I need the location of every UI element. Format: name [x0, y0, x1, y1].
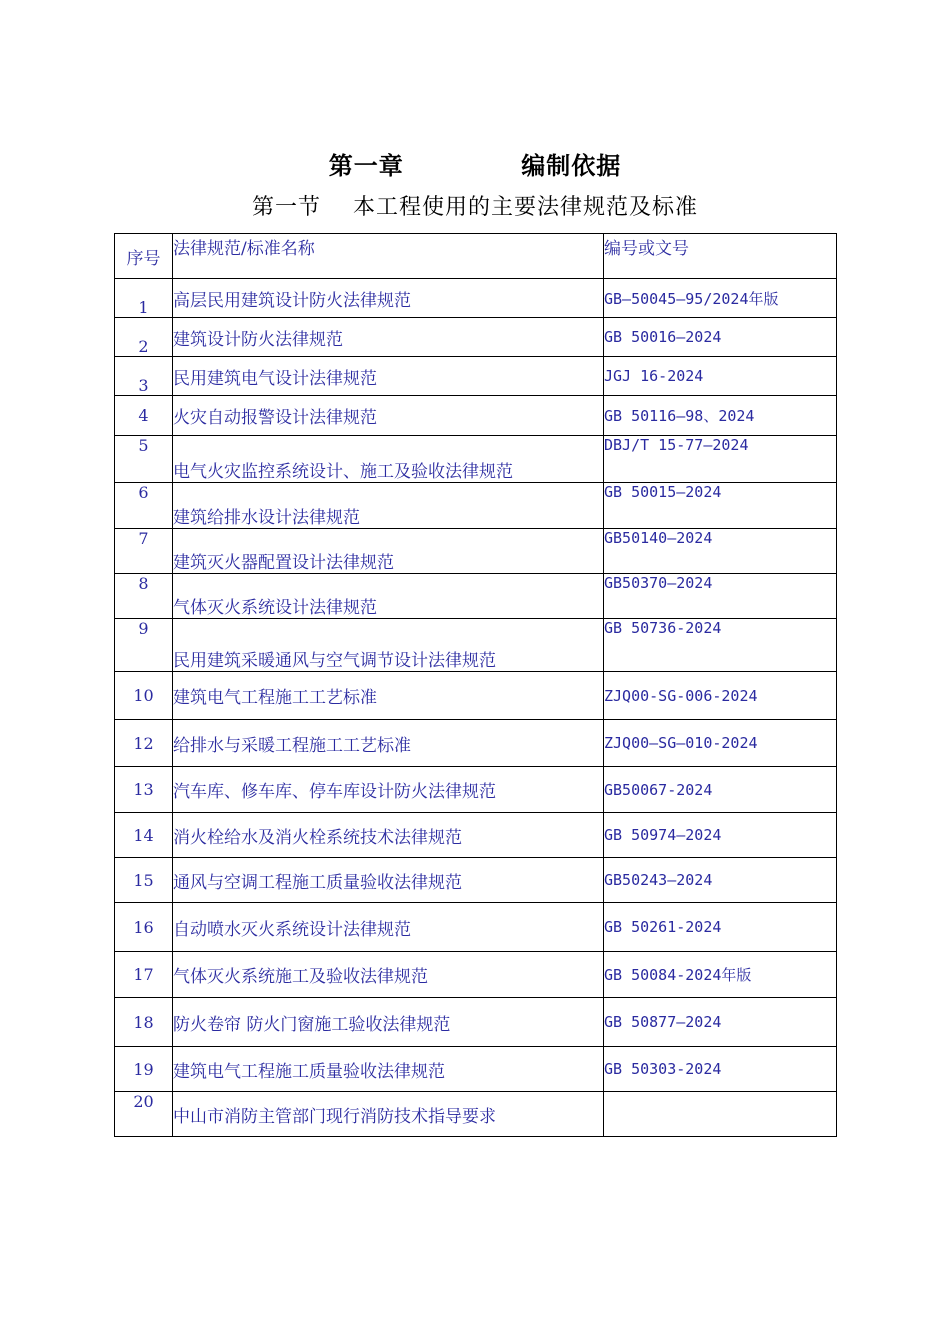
table-row	[115, 279, 837, 318]
table-row	[115, 318, 837, 357]
row-code: GB50243—2024	[604, 858, 837, 903]
row-name: 自动喷水灭火系统设计法律规范	[173, 903, 604, 952]
header-no: 序号	[115, 234, 173, 279]
row-code: GB—50045—95/2024年版	[604, 279, 837, 318]
table-row	[115, 529, 837, 574]
row-name: 消火栓给水及消火栓系统技术法律规范	[173, 813, 604, 858]
row-no: 20	[115, 1092, 173, 1137]
row-name: 气体灭火系统设计法律规范	[173, 574, 604, 619]
row-code	[604, 1092, 837, 1137]
table-row	[115, 1047, 837, 1092]
row-code: GB 50974—2024	[604, 813, 837, 858]
row-no: 12	[115, 720, 173, 767]
table-row	[115, 357, 837, 396]
row-code: GB 50303-2024	[604, 1047, 837, 1092]
row-code: GB50370—2024	[604, 574, 837, 619]
row-name: 建筑设计防火法律规范	[173, 318, 604, 357]
row-no: 10	[115, 672, 173, 720]
row-no: 5	[115, 436, 173, 483]
row-code: GB 50261-2024	[604, 903, 837, 952]
row-no: 6	[115, 483, 173, 529]
table-row	[115, 574, 837, 619]
row-code: GB 50116—98、2024	[604, 396, 837, 436]
table-row	[115, 672, 837, 720]
header-name: 法律规范/标准名称	[173, 234, 604, 279]
row-no: 9	[115, 619, 173, 672]
table-row	[115, 396, 837, 436]
header-code: 编号或文号	[604, 234, 837, 279]
table-row	[115, 858, 837, 903]
row-name: 中山市消防主管部门现行消防技术指导要求	[173, 1092, 604, 1137]
row-no: 19	[115, 1047, 173, 1092]
row-code: GB 50015—2024	[604, 483, 837, 529]
row-code: GB50140—2024	[604, 529, 837, 574]
row-no: 7	[115, 529, 173, 574]
table-row	[115, 436, 837, 483]
row-code: ZJQ00-SG-006-2024	[604, 672, 837, 720]
row-name: 防火卷帘 防火门窗施工验收法律规范	[173, 998, 604, 1047]
table-row	[115, 903, 837, 952]
row-no: 3	[115, 357, 173, 396]
row-name: 建筑电气工程施工质量验收法律规范	[173, 1047, 604, 1092]
row-code: GB 50016—2024	[604, 318, 837, 357]
row-name: 建筑电气工程施工工艺标准	[173, 672, 604, 720]
table-row	[115, 720, 837, 767]
row-no: 8	[115, 574, 173, 619]
row-code: JGJ 16-2024	[604, 357, 837, 396]
row-no: 17	[115, 952, 173, 998]
row-no: 15	[115, 858, 173, 903]
table-row	[115, 767, 837, 813]
table-row	[115, 483, 837, 529]
table-row	[115, 619, 837, 672]
row-code: GB 50736-2024	[604, 619, 837, 672]
row-name: 通风与空调工程施工质量验收法律规范	[173, 858, 604, 903]
standards-table	[114, 233, 837, 1137]
table-row	[115, 952, 837, 998]
row-code: GB 50084-2024年版	[604, 952, 837, 998]
row-name: 民用建筑采暖通风与空气调节设计法律规范	[173, 619, 604, 672]
row-name: 高层民用建筑设计防火法律规范	[173, 279, 604, 318]
row-code: ZJQ00—SG—010-2024	[604, 720, 837, 767]
row-no: 1	[115, 279, 173, 318]
row-no: 13	[115, 767, 173, 813]
row-code: GB 50877—2024	[604, 998, 837, 1047]
table-row	[115, 813, 837, 858]
row-no: 16	[115, 903, 173, 952]
row-no: 4	[115, 396, 173, 436]
row-code: GB50067-2024	[604, 767, 837, 813]
section-title: 第一节 本工程使用的主要法律规范及标准	[252, 195, 698, 220]
table-row	[115, 998, 837, 1047]
chapter-title: 第一章 编制依据	[328, 152, 622, 180]
row-name: 电气火灾监控系统设计、施工及验收法律规范	[173, 436, 604, 483]
row-name: 民用建筑电气设计法律规范	[173, 357, 604, 396]
row-name: 汽车库、修车库、停车库设计防火法律规范	[173, 767, 604, 813]
row-name: 建筑给排水设计法律规范	[173, 483, 604, 529]
row-name: 给排水与采暖工程施工工艺标准	[173, 720, 604, 767]
row-name: 气体灭火系统施工及验收法律规范	[173, 952, 604, 998]
row-code: DBJ/T 15-77—2024	[604, 436, 837, 483]
row-name: 建筑灭火器配置设计法律规范	[173, 529, 604, 574]
table-header-row	[115, 234, 837, 279]
row-no: 14	[115, 813, 173, 858]
row-no: 2	[115, 318, 173, 357]
row-no: 18	[115, 998, 173, 1047]
table-row	[115, 1092, 837, 1137]
row-name: 火灾自动报警设计法律规范	[173, 396, 604, 436]
